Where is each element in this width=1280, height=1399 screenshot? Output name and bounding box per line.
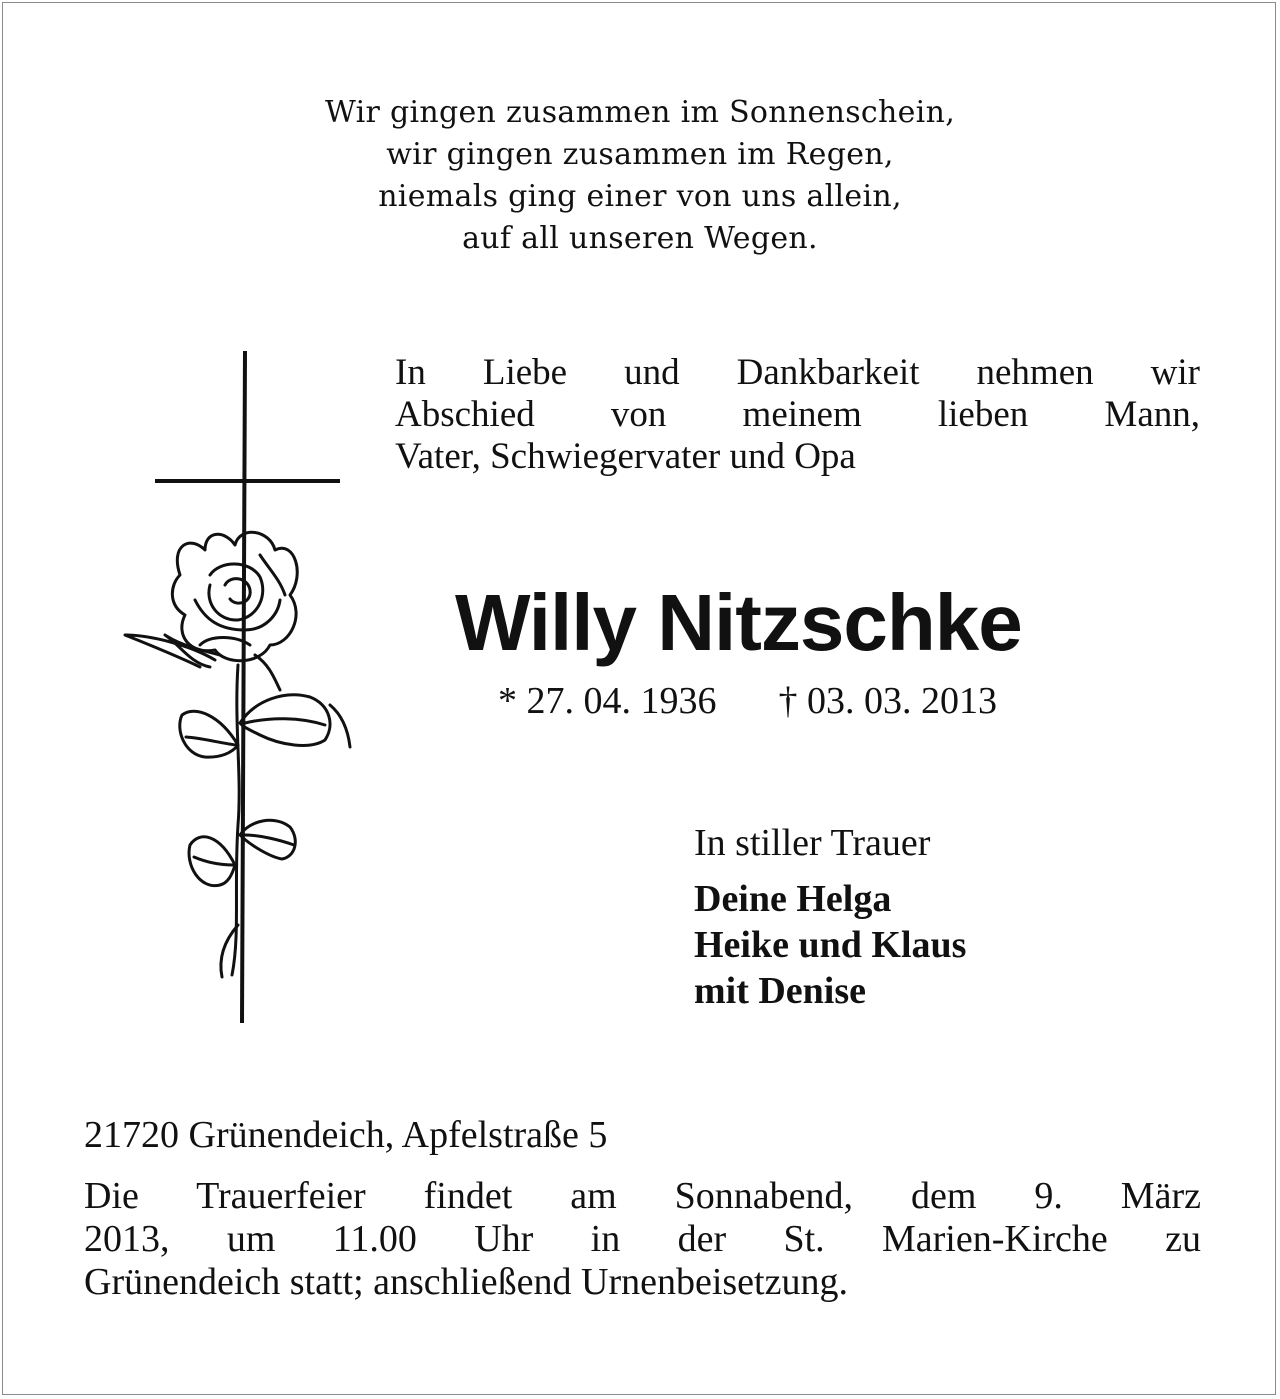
rose-icon	[125, 532, 350, 977]
death-date: † 03. 03. 2013	[778, 680, 997, 722]
funeral-line: Die Trauerfeier findet am Sonnabend, dem 9. März	[84, 1175, 1201, 1217]
poem-line: Wir gingen zusammen im Sonnenschein,	[324, 95, 956, 130]
funeral-line: Grünendeich statt; anschließend Urnenbeisetzung.	[84, 1261, 848, 1303]
poem-line: auf all unseren Wegen.	[462, 221, 818, 256]
mourning-heading: In stiller Trauer	[694, 822, 931, 864]
intro-line: Abschied von meinem lieben Mann,	[395, 394, 1200, 435]
life-dates	[498, 678, 997, 724]
mourner-line: mit Denise	[694, 970, 867, 1012]
cross-rose-emblem	[110, 345, 370, 1035]
intro-line: Vater, Schwiegervater und Opa	[395, 436, 856, 477]
intro-line: In Liebe und Dankbarkeit nehmen wir	[395, 352, 1200, 393]
funeral-info	[84, 1175, 1201, 1304]
cross-icon	[155, 351, 340, 1023]
deceased-name: Willy Nitzschke	[455, 578, 1022, 667]
funeral-line: 2013, um 11.00 Uhr in der St. Marien-Kirche zu	[84, 1218, 1201, 1260]
intro-text	[395, 352, 1200, 478]
poem-line: wir gingen zusammen im Regen,	[386, 137, 894, 172]
mourner-line: Deine Helga	[694, 878, 892, 920]
poem	[240, 92, 1040, 260]
mourner-line: Heike und Klaus	[694, 924, 967, 966]
poem-line: niemals ging einer von uns allein,	[378, 179, 902, 214]
mourners-list	[694, 876, 966, 1014]
birth-date: * 27. 04. 1936	[498, 680, 717, 722]
address: 21720 Grünendeich, Apfelstraße 5	[84, 1114, 608, 1156]
